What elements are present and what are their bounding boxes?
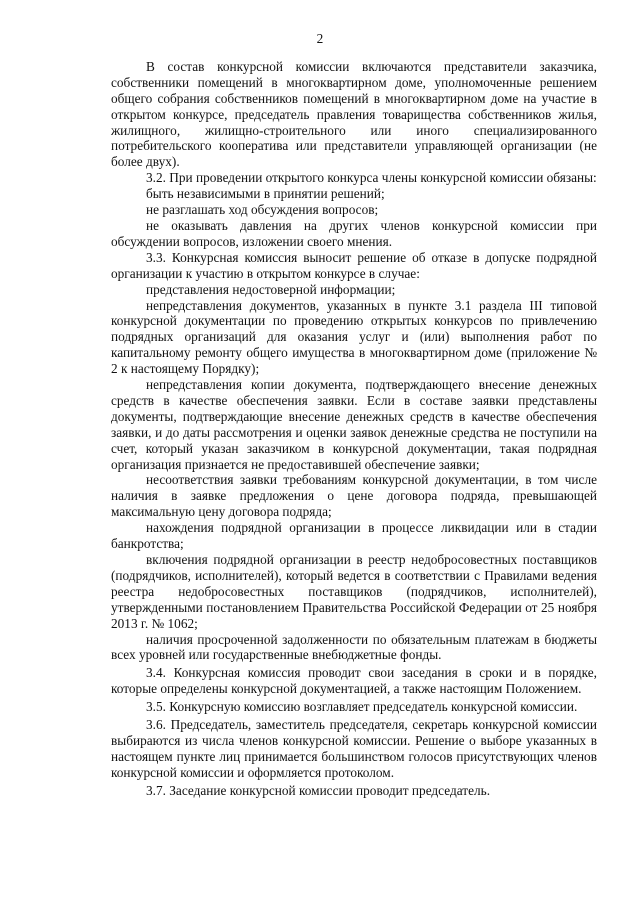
paragraph: не разглашать ход обсуждения вопросов; <box>146 202 379 218</box>
paragraph: 3.4. Конкурсная комиссия проводит свои заседания в сроки и в порядке, которые определены конкурсной документацией, а также настоящим Положением. <box>111 665 597 697</box>
paragraph: нахождения подрядной организации в процессе ликвидации или в стадии банкротства; <box>111 520 597 552</box>
paragraph: 3.5. Конкурсную комиссию возглавляет председатель конкурсной комиссии. <box>146 699 578 715</box>
page-number: 2 <box>316 31 324 46</box>
paragraph: быть независимыми в принятии решений; <box>146 186 385 202</box>
paragraph: непредставления копии документа, подтверждающего внесение денежных средств в качестве обеспечения заявки. Если в составе заявки представлены документы, подтверждающие внесение денежных средств в качестве обеспечения заявки, и до даты рассмотрения и оценки заявок денежные средства не поступили на счет, который указан заказчиком в конкурсной документации, такая подрядная организация признается не предоставившей обеспечение заявки; <box>111 377 597 472</box>
paragraph: В состав конкурсной комиссии включаются представители заказчика, собственники помещений в многоквартирном доме, уполномоченные решением общего собрания собственников помещений в многоквартирном доме на участие в открытом конкурсе, председатель правления товарищества собственников жилья, жилищного, жилищно-строительного или иного специализированного потребительского кооператива или представители управляющей организации (не более двух). <box>111 58 597 170</box>
paragraph: не оказывать давления на других членов конкурсной комиссии при обсуждении вопросов, изложении своего мнения. <box>111 217 597 249</box>
paragraph: включения подрядной организации в реестр недобросовестных поставщиков (подрядчиков, исполнителей), который ведется в соответствии с Правилами ведения реестра недобросовестных поставщиков (подрядчиков, исполнителей), утвержденными постановлением Правительства Российской Федерации от 25 ноября 2013 г. № 1062; <box>111 552 597 631</box>
paragraph: непредставления документов, указанных в пункте 3.1 раздела III типовой конкурсной документации по проведению открытых конкурсов по привлечению подрядных организаций для оказания услуг и (или) выполнения работ по капитальному ремонту общего имущества в многоквартирном доме (приложение № 2 к настоящему Порядку); <box>111 297 597 377</box>
paragraph: наличия просроченной задолженности по обязательным платежам в бюджеты всех уровней или государственные внебюджетные фонды. <box>111 631 597 663</box>
paragraph: 3.2. При проведении открытого конкурса члены конкурсной комиссии обязаны: <box>146 170 597 186</box>
paragraph: несоответствия заявки требованиям конкурсной документации, в том числе наличия в заявке предложения о цене договора подряда, превышающей максимальную цену договора подряда; <box>111 472 597 520</box>
paragraph: 3.7. Заседание конкурсной комиссии проводит председатель. <box>146 782 491 798</box>
paragraph: представления недостоверной информации; <box>146 281 396 297</box>
paragraph: 3.6. Председатель, заместитель председателя, секретарь конкурсной комиссии выбираются из числа членов конкурсной комиссии. Решение о выборе указанных в настоящем пункте лиц принимается большинством голосов присутствующих членов конкурсной комиссии и оформляется протоколом. <box>111 717 597 780</box>
paragraph: 3.3. Конкурсная комиссия выносит решение об отказе в допуске подрядной организации к участию в открытом конкурсе в случае: <box>111 249 597 281</box>
